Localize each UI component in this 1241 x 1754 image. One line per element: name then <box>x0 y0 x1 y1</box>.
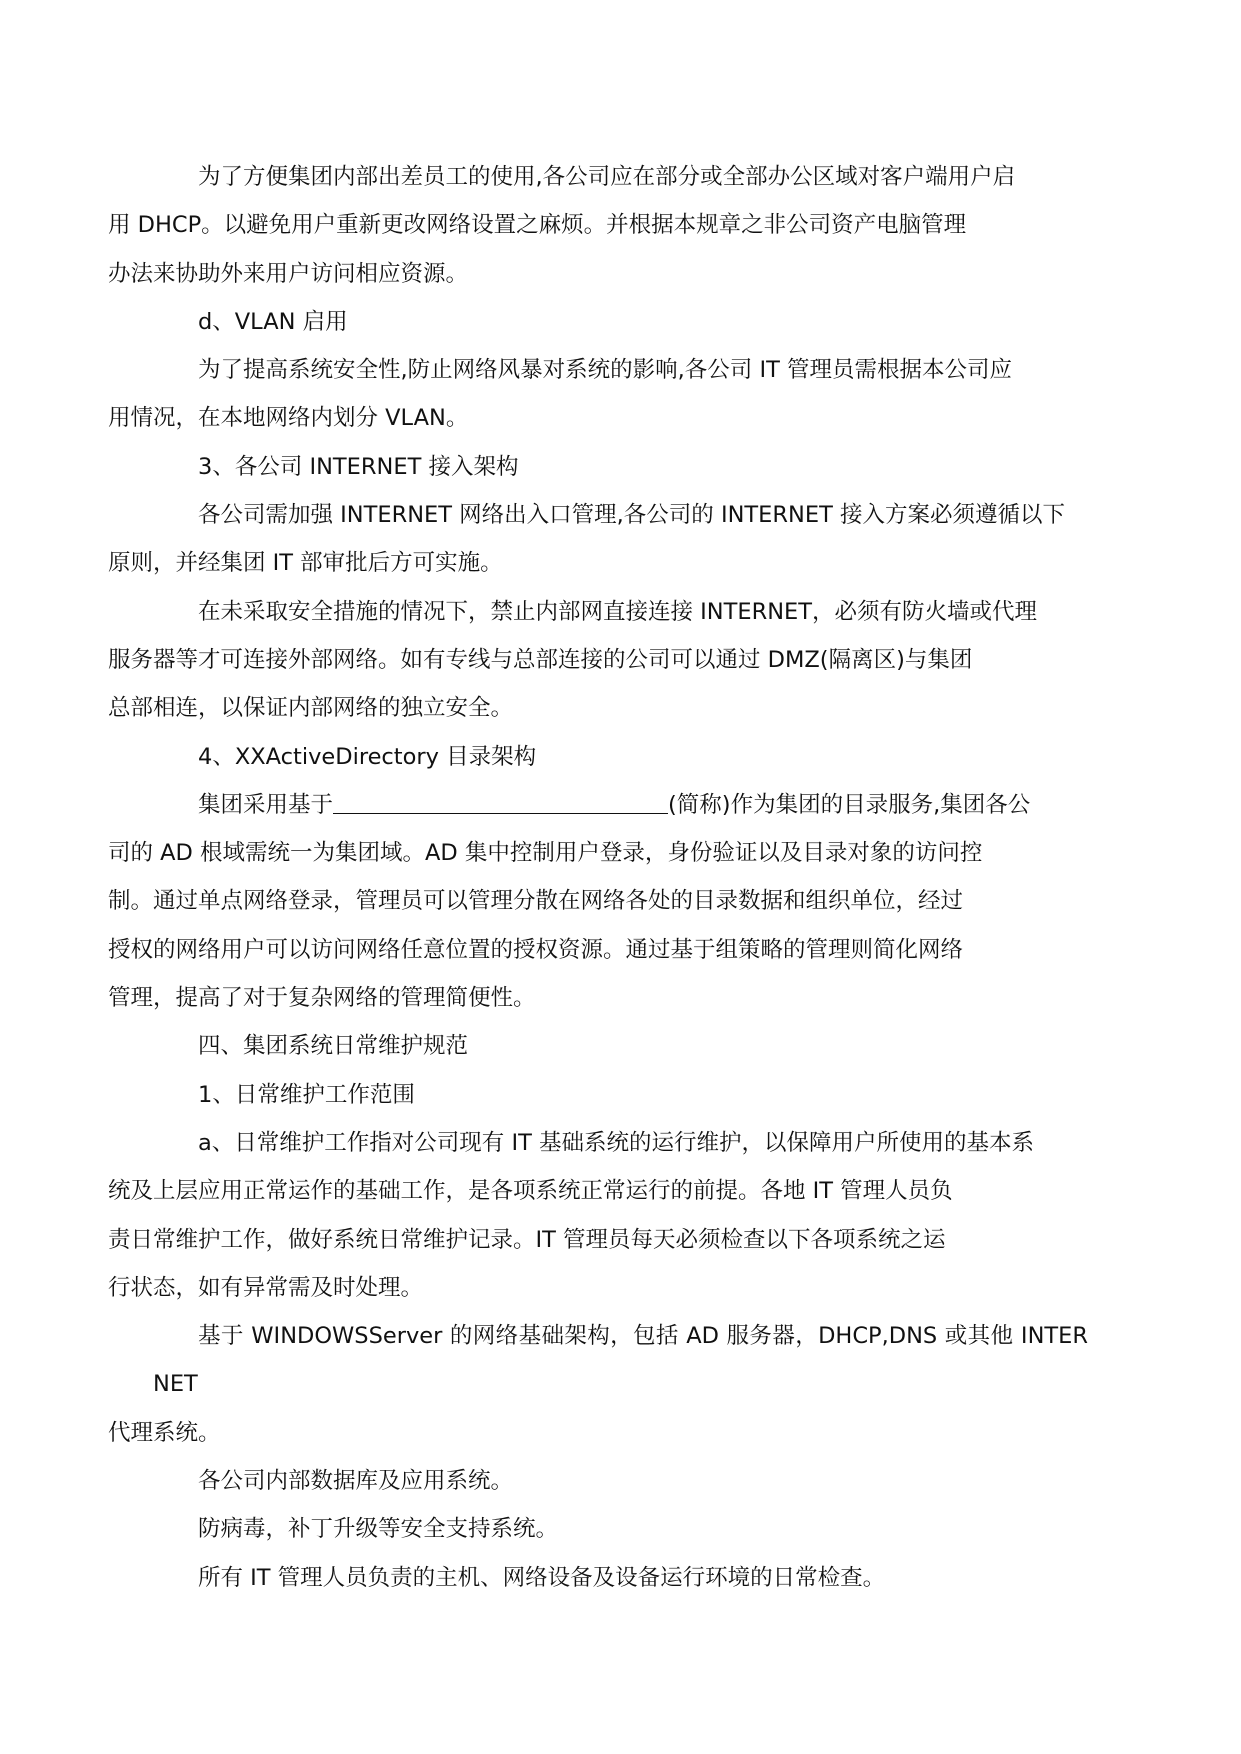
text-line: 所有 IT 管理人员负责的主机、网络设备及设备运行环境的日常检查。 <box>198 1564 886 1591</box>
text-line: 4、XXActiveDirectory 目录架构 <box>198 743 537 770</box>
text-line: 用情况，在本地网络内划分 VLAN。 <box>108 405 469 432</box>
text-line: 基于 WINDOWSServer 的网络基础架构，包括 AD 服务器，DHCP,DNS 或其他 INTERNET <box>153 1323 1088 1398</box>
text-line: 办法来协助外来用户访问相应资源。 <box>108 260 469 287</box>
paragraph-databases <box>153 1457 1088 1505</box>
text-line: 总部相连，以保证内部网络的独立安全。 <box>108 695 514 722</box>
text-line: 3、各公司 INTERNET 接入架构 <box>198 453 519 480</box>
heading-active-directory <box>153 733 1088 781</box>
text-line: 统及上层应用正常运作的基础工作，是各项系统正常运行的前提。各地 IT 管理人员负 <box>108 1178 953 1205</box>
text-line: 制。通过单点网络登录，管理员可以管理分散在网络各处的目录数据和组织单位，经过 <box>108 888 964 915</box>
text-line: 防病毒，补丁升级等安全支持系统。 <box>198 1516 559 1543</box>
paragraph-antivirus <box>153 1505 1088 1553</box>
text-line: 为了提高系统安全性,防止网络风暴对系统的影响,各公司 IT 管理员需根据本公司应 <box>198 357 1012 384</box>
paragraph-firewall <box>108 588 1088 733</box>
text-line: 代理系统。 <box>108 1419 221 1446</box>
paragraph-daily-checks <box>153 1554 1088 1602</box>
text-line: 在未采取安全措施的情况下，禁止内部网直接连接 INTERNET，必须有防火墙或代理 <box>198 598 1038 625</box>
document-body <box>108 153 1088 1602</box>
paragraph-maintenance-definition <box>108 1119 1088 1312</box>
text-line: 四、集团系统日常维护规范 <box>198 1033 469 1060</box>
heading-maintenance-spec <box>153 1022 1088 1070</box>
heading-internet-access <box>153 443 1088 491</box>
heading-maintenance-scope <box>153 1071 1088 1119</box>
paragraph-dhcp <box>108 153 1088 298</box>
text-line: 服务器等才可连接外部网络。如有专线与总部连接的公司可以通过 DMZ(隔离区)与集团 <box>108 646 973 673</box>
text-fragment: (简称)作为集团的目录服务,集团各公 <box>668 791 1031 818</box>
text-line: d、VLAN 启用 <box>198 308 348 335</box>
text-fragment: 集团采用基于 <box>198 791 334 818</box>
text-line: a、日常维护工作指对公司现有 IT 基础系统的运行维护，以保障用户所使用的基本系 <box>198 1129 1034 1156</box>
text-line: 各公司内部数据库及应用系统。 <box>198 1468 514 1495</box>
text-line: 授权的网络用户可以访问网络任意位置的授权资源。通过基于组策略的管理则简化网络 <box>108 936 964 963</box>
text-line: 管理，提高了对于复杂网络的管理简便性。 <box>108 985 536 1012</box>
heading-vlan <box>153 298 1088 346</box>
paragraph-internet-management <box>108 491 1088 588</box>
text-line: 原则，并经集团 IT 部审批后方可实施。 <box>108 550 503 577</box>
text-line: 用 DHCP。以避免用户重新更改网络设置之麻烦。并根据本规章之非公司资产电脑管理 <box>108 212 967 239</box>
text-line: 为了方便集团内部出差员工的使用,各公司应在部分或全部办公区域对客户端用户启 <box>198 164 1016 190</box>
text-line: 司的 AD 根域需统一为集团域。AD 集中控制用户登录，身份验证以及目录对象的访问控 <box>108 840 983 867</box>
text-line <box>153 781 1088 829</box>
text-line: 1、日常维护工作范围 <box>198 1081 415 1108</box>
paragraph-directory-service <box>108 781 1088 1022</box>
text-line: 行状态，如有异常需及时处理。 <box>108 1274 424 1301</box>
paragraph-windows-infrastructure <box>108 1312 1088 1457</box>
fill-in-blank <box>333 793 668 814</box>
text-line: 责日常维护工作，做好系统日常维护记录。IT 管理员每天必须检查以下各项系统之运 <box>108 1226 946 1253</box>
text-line: 各公司需加强 INTERNET 网络出入口管理,各公司的 INTERNET 接入方案必须遵循以下 <box>198 502 1065 529</box>
paragraph-vlan <box>108 346 1088 443</box>
